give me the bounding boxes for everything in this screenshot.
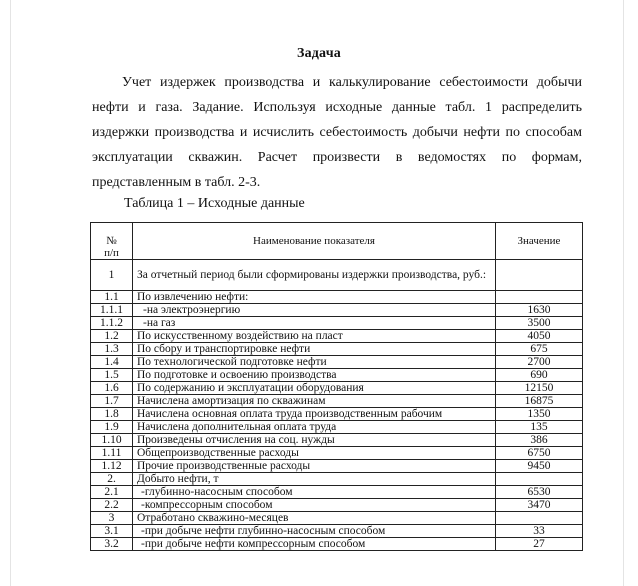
row-num: 1.10 [91,434,133,447]
table-row [91,395,583,408]
row-num: 1.11 [91,447,133,460]
table-row [91,434,583,447]
row-name: Начислена основная оплата труда производственным рабочим [133,408,496,421]
row-name: По извлечению нефти: [133,291,496,304]
row-value: 12150 [496,382,583,395]
row-num: 1.12 [91,460,133,473]
row-name: По сбору и транспортировке нефти [133,343,496,356]
table-row [91,304,583,317]
table-row [91,260,583,291]
row-num: 1.1.2 [91,317,133,330]
row-num: 2.2 [91,499,133,512]
header-num [91,223,133,260]
table-row [91,486,583,499]
row-name: -на электроэнергию [133,304,496,317]
row-name: -на газ [133,317,496,330]
row-num: 2.1 [91,486,133,499]
row-value: 6750 [496,447,583,460]
row-num: 1.8 [91,408,133,421]
table-row [91,512,583,525]
row-value [496,260,583,291]
row-num: 3 [91,512,133,525]
table-row [91,460,583,473]
row-name: -компрессорным способом [133,499,496,512]
table-row [91,525,583,538]
row-value: 135 [496,421,583,434]
page-edge-right [623,0,624,586]
row-num: 3.1 [91,525,133,538]
row-num: 2. [91,473,133,486]
row-name: Произведены отчисления на соц. нужды [133,434,496,447]
row-num: 1.7 [91,395,133,408]
table-row [91,408,583,421]
row-value: 1630 [496,304,583,317]
row-value [496,473,583,486]
table-row [91,473,583,486]
row-num: 1.3 [91,343,133,356]
row-value: 9450 [496,460,583,473]
row-num: 1.2 [91,330,133,343]
header-value [496,223,583,260]
row-value: 16875 [496,395,583,408]
row-value: 690 [496,369,583,382]
row-value: 4050 [496,330,583,343]
row-value [496,291,583,304]
row-value: 27 [496,538,583,551]
header-name [133,223,496,260]
source-data-table [90,222,583,551]
row-name: За отчетный период были сформированы издержки производства, руб.: [133,260,496,291]
row-value: 675 [496,343,583,356]
row-name: Начислена дополнительная оплата труда [133,421,496,434]
row-name: -глубинно-насосным способом [133,486,496,499]
row-value: 3470 [496,499,583,512]
row-name: По технологической подготовке нефти [133,356,496,369]
table-row [91,382,583,395]
row-value: 6530 [496,486,583,499]
row-num: 1.1 [91,291,133,304]
row-num: 1.6 [91,382,133,395]
row-num: 1.1.1 [91,304,133,317]
table-row [91,356,583,369]
table-row [91,447,583,460]
row-num: 1.9 [91,421,133,434]
row-name: -при добыче нефти глубинно-насосным способом [133,525,496,538]
header-value-label: Значение [517,235,561,247]
row-num: 1.4 [91,356,133,369]
table-row [91,317,583,330]
header-name-label: Наименование показателя [253,235,375,247]
row-value [496,512,583,525]
table-row [91,291,583,304]
table-caption: Таблица 1 – Исходные данные [124,196,305,211]
row-value: 386 [496,434,583,447]
row-value: 3500 [496,317,583,330]
table-header-row [91,223,583,260]
table-row [91,421,583,434]
row-num: 1.5 [91,369,133,382]
row-name: По содержанию и эксплуатации оборудования [133,382,496,395]
row-num: 3.2 [91,538,133,551]
row-name: Общепроизводственные расходы [133,447,496,460]
document-title: Задача [296,46,341,61]
row-name: Отработано скважино-месяцев [133,512,496,525]
table-row [91,538,583,551]
header-num-label: № п/п [104,235,119,259]
table-row [91,330,583,343]
table-row [91,369,583,382]
row-name: Начислена амортизация по скважинам [133,395,496,408]
row-value: 2700 [496,356,583,369]
row-num: 1 [91,260,133,291]
row-name: По подготовке и освоению производства [133,369,496,382]
row-name: -при добыче нефти компрессорным способом [133,538,496,551]
row-value: 33 [496,525,583,538]
row-value: 1350 [496,408,583,421]
task-paragraph: Учет издержек производства и калькулирование себестоимости добычи нефти и газа. Задание. Используя исходные данные табл. 1 распределить издержки производства и исчислить себестоимость добычи нефти по способам эксплуатации скважин. Расчет произвести в ведомостях по формам, представленным в табл. 2-3. [92,75,582,190]
page-edge-left [10,0,11,586]
table-row [91,499,583,512]
row-name: Добыто нефти, т [133,473,496,486]
table-row [91,343,583,356]
row-name: По искусственному воздействию на пласт [133,330,496,343]
row-name: Прочие производственные расходы [133,460,496,473]
